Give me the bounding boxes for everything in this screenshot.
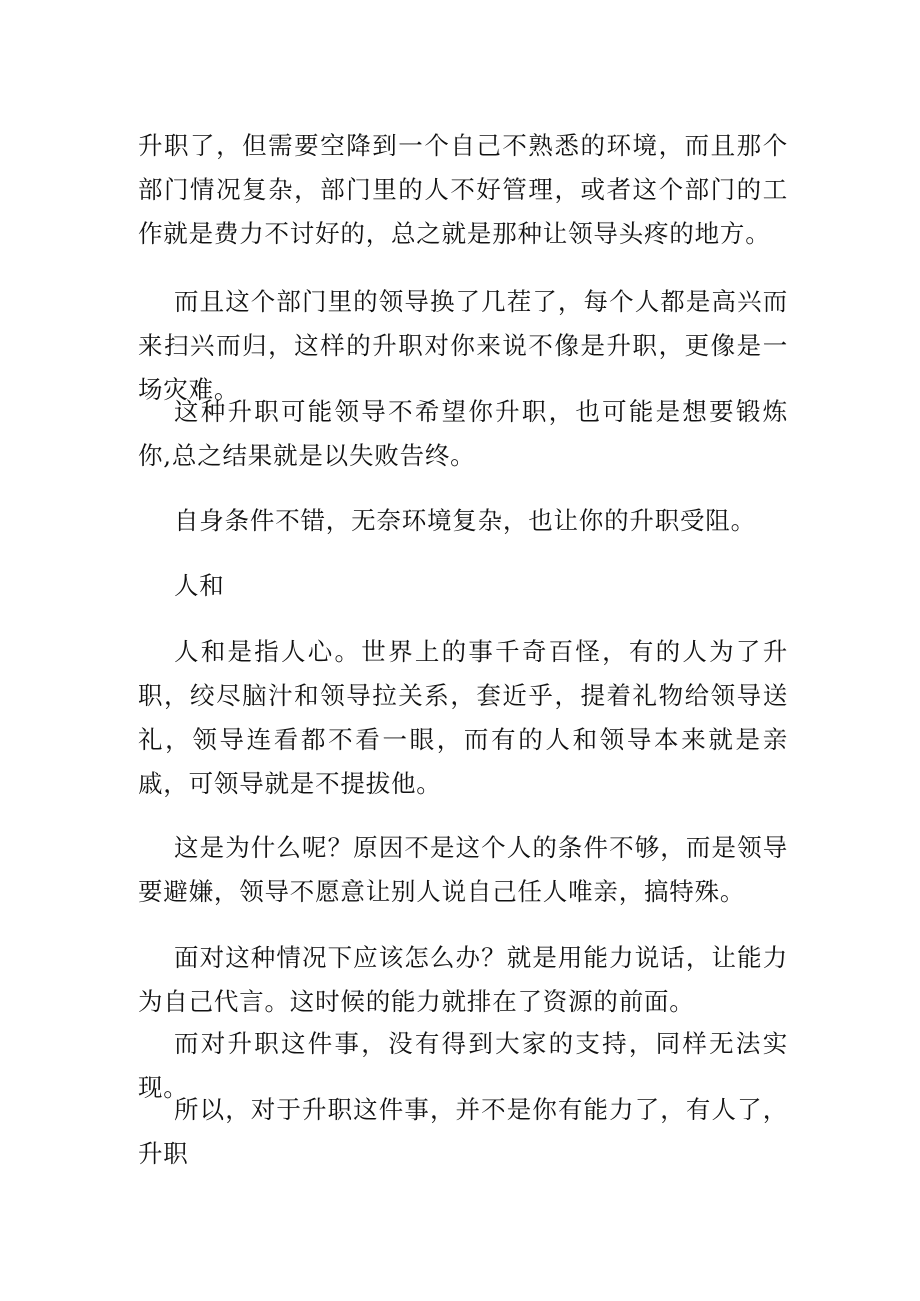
paragraph-8: 而对升职这件事，没有得到大家的支持，同样无法实现。: [138, 1029, 788, 1102]
paragraph-6: 这是为什么呢？原因不是这个人的条件不够，而是领导要避嫌，领导不愿意让别人说自己任人唯亲，搞特殊。: [138, 833, 788, 906]
paragraph-2: 而且这个部门里的领导换了几茬了，每个人都是高兴而来扫兴而归，这样的升职对你来说不像是升职，更像是一场灾难。: [138, 287, 788, 404]
section-heading-renhe: 人和: [174, 571, 225, 600]
paragraph-5: 人和是指人心。世界上的事千奇百怪，有的人为了升职，绞尽脑汁和领导拉关系，套近乎，提着礼物给领导送礼，领导连看都不看一眼，而有的人和领导本来就是亲戚，可领导就是不提拔他。: [138, 637, 788, 798]
paragraph-1: 升职了，但需要空降到一个自己不熟悉的环境，而且那个部门情况复杂，部门里的人不好管理，或者这个部门的工作就是费力不讨好的，总之就是那种让领导头疼的地方。: [138, 131, 788, 248]
paragraph-3: 这种升职可能领导不希望你升职，也可能是想要锻炼你,总之结果就是以失败告终。: [138, 397, 788, 470]
paragraph-4: 自身条件不错，无奈环境复杂，也让你的升职受阻。: [174, 506, 756, 535]
paragraph-7: 面对这种情况下应该怎么办？就是用能力说话，让能力为自己代言。这时候的能力就排在了资源的前面。: [138, 943, 788, 1016]
paragraph-9: 所以，对于升职这件事，并不是你有能力了，有人了，升职: [138, 1095, 788, 1168]
